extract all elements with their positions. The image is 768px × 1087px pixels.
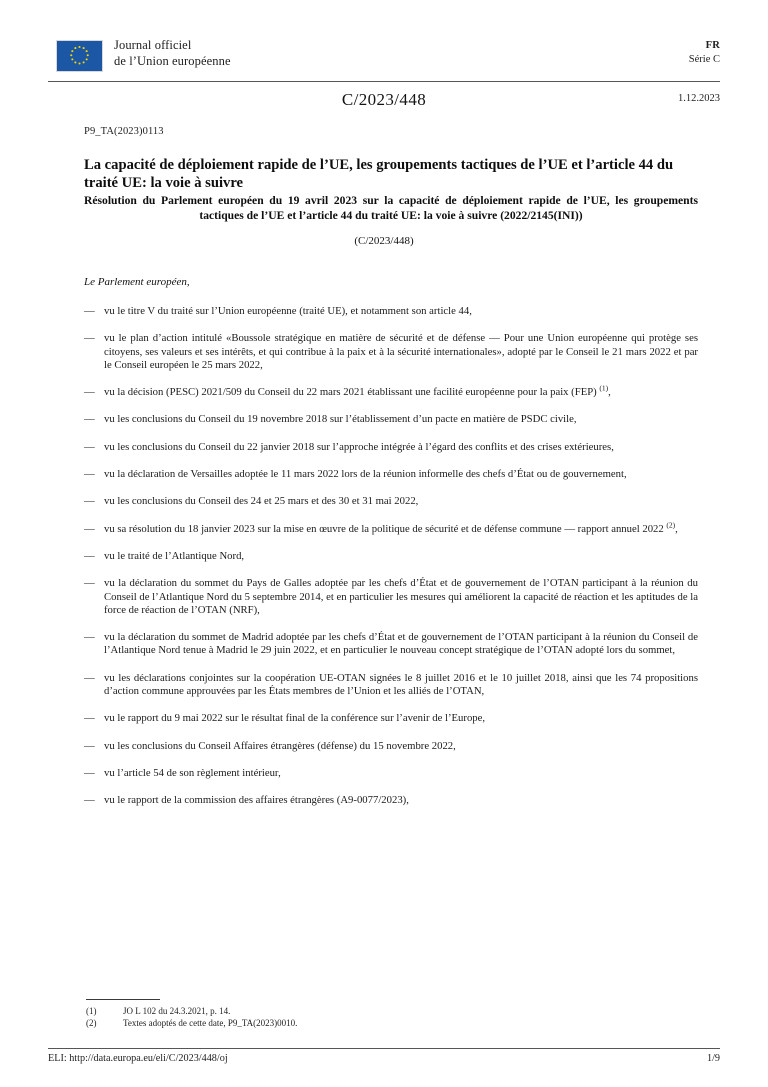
recital-item bbox=[84, 767, 698, 780]
document-sub-reference: (C/2023/448) bbox=[354, 235, 414, 247]
recital-item bbox=[84, 740, 698, 753]
recital-dash: — bbox=[84, 468, 95, 481]
recital-text: vu les conclusions du Conseil des 24 et 25 mars et des 30 et 31 mai 2022, bbox=[104, 495, 419, 508]
recital-text-tail: , bbox=[675, 522, 678, 535]
footnotes-list bbox=[86, 1005, 686, 1030]
recital-item bbox=[84, 550, 698, 563]
recital-dash: — bbox=[84, 712, 95, 725]
recital-item bbox=[84, 332, 698, 372]
footnote-reference[interactable]: (1) bbox=[599, 383, 609, 393]
recital-text: vu les conclusions du Conseil Affaires étrangères (défense) du 15 novembre 2022, bbox=[104, 739, 456, 752]
eu-flag-icon bbox=[56, 40, 103, 72]
journal-title-line1: Journal officiel bbox=[114, 38, 192, 52]
footnote-marker: (2) bbox=[86, 1018, 97, 1029]
masthead bbox=[48, 38, 720, 82]
eli-link[interactable]: ELI: http://data.europa.eu/eli/C/2023/448/oj bbox=[48, 1053, 228, 1064]
recital-text: vu le traité de l’Atlantique Nord, bbox=[104, 549, 245, 562]
recital-dash: — bbox=[84, 413, 95, 426]
recital-item bbox=[84, 520, 698, 536]
recital-item bbox=[84, 495, 698, 508]
recital-dash: — bbox=[84, 549, 95, 562]
document-subtitle: Résolution du Parlement européen du 19 avril 2023 sur la capacité de déploiement rapide de l’UE, les groupements tactiques de l’UE et l’article 44 du traité UE: la voie à suivre (2022/2145(INI)) bbox=[84, 194, 698, 222]
recital-item bbox=[84, 577, 698, 617]
recital-dash: — bbox=[84, 794, 95, 807]
recital-text: vu la déclaration de Versailles adoptée le 11 mars 2022 lors de la réunion informelle des chefs d’État ou de gouvernement, bbox=[104, 468, 627, 481]
recital-text: vu les déclarations conjointes sur la coopération UE-OTAN signées le 8 juillet 2016 et le 10 juillet 2018, ainsi que les 74 propositions d’action commune approuvées par les États membres de l’Union et les alliés de l’OTAN, bbox=[104, 671, 698, 698]
footnote-marker: (1) bbox=[86, 1006, 97, 1016]
footnote-item bbox=[86, 1017, 686, 1029]
recital-text: vu le rapport de la commission des affaires étrangères (A9-0077/2023), bbox=[104, 794, 409, 807]
recital-text: vu le plan d’action intitulé «Boussole stratégique en matière de sécurité et de défense — Pour une Union européenne qui protège ses citoyens, ses valeurs et ses intérêts, et qui contribue à la paix et à la sécurité internationales», adopté par le Conseil le 21 mars 2022 et par le Conseil européen le 25 mars 2022, bbox=[104, 332, 698, 371]
recital-dash: — bbox=[84, 739, 95, 752]
footnote-divider bbox=[86, 999, 160, 1000]
recital-text-tail: , bbox=[608, 386, 611, 399]
recital-dash: — bbox=[84, 671, 95, 684]
publication-date: 1.12.2023 bbox=[678, 93, 720, 104]
recital-text: vu la déclaration du sommet du Pays de Galles adoptée par les chefs d’État et de gouvernement de l’OTAN participant à la réunion du Conseil de l’Atlantique Nord du 5 septembre 2014, et en particulier les mesures qui améliorent la capacité de réaction et les aptitudes de la force de réaction de l’OTAN (NRF), bbox=[104, 577, 698, 616]
recital-item bbox=[84, 672, 698, 699]
recital-item bbox=[84, 441, 698, 454]
recital-dash: — bbox=[84, 522, 95, 535]
recital-text: vu les conclusions du Conseil du 22 janvier 2018 sur l’approche intégrée à l’égard des conflits et des crises extérieures, bbox=[104, 440, 614, 453]
recital-item bbox=[84, 305, 698, 318]
recital-dash: — bbox=[84, 305, 95, 317]
recital-text: vu le rapport du 9 mai 2022 sur le résultat final de la conférence sur l’avenir de l’Europe, bbox=[104, 712, 486, 725]
masthead-language-series bbox=[689, 39, 720, 67]
recital-dash: — bbox=[84, 766, 95, 779]
footer-divider bbox=[48, 1048, 720, 1049]
recital-item bbox=[84, 468, 698, 481]
recital-item bbox=[84, 413, 698, 426]
recital-text: vu la déclaration du sommet de Madrid adoptée par les chefs d’État et de gouvernement de l’OTAN participant à la réunion du Conseil de l’Atlantique Nord tenue à Madrid le 29 juin 2022, et en particulier le nouveau concept stratégique de l’OTAN adopté lors du sommet, bbox=[104, 631, 698, 657]
recital-dash: — bbox=[84, 631, 95, 644]
journal-title-line2: de l’Union européenne bbox=[114, 53, 231, 68]
page-title: La capacité de déploiement rapide de l’UE, les groupements tactiques de l’UE et l’article 44 du traité UE: la voie à suivre bbox=[84, 156, 674, 192]
page-indicator: 1/9 bbox=[706, 1053, 720, 1064]
recital-text: vu le titre V du traité sur l’Union européenne (traité UE), et notamment son article 44, bbox=[104, 305, 472, 317]
recital-item bbox=[84, 631, 698, 658]
recital-text: vu l’article 54 de son règlement intérieur, bbox=[104, 766, 281, 779]
recitals-list bbox=[84, 305, 698, 822]
journal-title bbox=[114, 38, 231, 69]
document-reference-id: P9_TA(2023)0113 bbox=[84, 126, 164, 137]
recital-item bbox=[84, 794, 698, 807]
footnote-reference[interactable]: (2) bbox=[666, 520, 676, 530]
recital-dash: — bbox=[84, 577, 95, 590]
header-divider bbox=[48, 81, 720, 82]
footnote-item bbox=[86, 1005, 686, 1017]
recital-text: vu sa résolution du 18 janvier 2023 sur la mise en œuvre de la politique de sécurité et de défense commune — rapport annuel 2022 bbox=[104, 522, 667, 535]
language-code: FR bbox=[705, 40, 720, 51]
footnote-text: Textes adoptés de cette date, P9_TA(2023)0010. bbox=[123, 1018, 298, 1029]
recital-dash: — bbox=[84, 440, 95, 453]
recital-dash: — bbox=[84, 495, 95, 508]
recital-item bbox=[84, 712, 698, 725]
series-label: Série C bbox=[688, 54, 720, 65]
recital-text: vu la décision (PESC) 2021/509 du Conseil du 22 mars 2021 établissant une facilité européenne pour la paix (FEP) bbox=[104, 386, 600, 399]
document-number: C/2023/448 bbox=[341, 90, 427, 109]
recital-text: vu les conclusions du Conseil du 19 novembre 2018 sur l’établissement d’un pacte en matière de PSDC civile, bbox=[104, 413, 577, 426]
footnote-text: JO L 102 du 24.3.2021, p. 14. bbox=[123, 1006, 231, 1016]
recital-item bbox=[84, 383, 698, 399]
lead-in-text: Le Parlement européen, bbox=[84, 276, 190, 288]
recital-dash: — bbox=[84, 386, 95, 399]
recital-dash: — bbox=[84, 332, 95, 345]
